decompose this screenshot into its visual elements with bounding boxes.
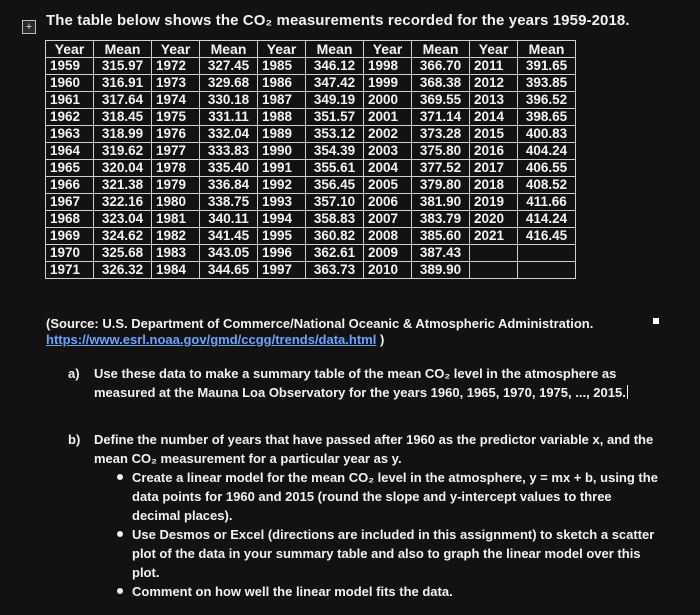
cell-mean: 389.90 [412, 262, 470, 279]
cell-mean [518, 262, 576, 279]
cell-mean: 325.68 [94, 245, 152, 262]
cell-mean: 369.55 [412, 92, 470, 109]
cell-year: 2019 [470, 194, 518, 211]
cell-year [470, 245, 518, 262]
cell-year: 1997 [258, 262, 306, 279]
cell-mean: 317.64 [94, 92, 152, 109]
cell-year: 1977 [152, 143, 200, 160]
cell-year: 1983 [152, 245, 200, 262]
cell-mean: 377.52 [412, 160, 470, 177]
cell-mean: 318.99 [94, 126, 152, 143]
cell-year: 1991 [258, 160, 306, 177]
source-url-suffix: ) [376, 332, 385, 347]
cell-mean: 373.28 [412, 126, 470, 143]
table-row [46, 75, 576, 92]
cell-mean: 340.11 [200, 211, 258, 228]
cell-year: 2012 [470, 75, 518, 92]
cell-mean: 329.68 [200, 75, 258, 92]
cell-year: 2021 [470, 228, 518, 245]
cell-mean: 363.73 [306, 262, 364, 279]
cell-year: 1961 [46, 92, 94, 109]
cell-mean: 393.85 [518, 75, 576, 92]
cell-mean: 381.90 [412, 194, 470, 211]
header-mean: Mean [94, 41, 152, 58]
cell-mean: 353.12 [306, 126, 364, 143]
header-mean: Mean [200, 41, 258, 58]
cell-mean: 360.82 [306, 228, 364, 245]
cell-year: 1964 [46, 143, 94, 160]
cell-mean: 341.45 [200, 228, 258, 245]
cell-year: 1967 [46, 194, 94, 211]
cell-mean: 318.45 [94, 109, 152, 126]
cell-year: 1990 [258, 143, 306, 160]
cell-mean: 358.83 [306, 211, 364, 228]
cell-mean: 391.65 [518, 58, 576, 75]
table-row [46, 211, 576, 228]
cell-mean: 414.24 [518, 211, 576, 228]
cell-year: 2020 [470, 211, 518, 228]
header-year: Year [152, 41, 200, 58]
cell-mean: 330.18 [200, 92, 258, 109]
cell-year: 1976 [152, 126, 200, 143]
cell-year: 1999 [364, 75, 412, 92]
cell-mean: 332.04 [200, 126, 258, 143]
table-row [46, 109, 576, 126]
table-row [46, 194, 576, 211]
table-move-handle-icon[interactable]: + [22, 20, 36, 34]
cell-mean: 324.62 [94, 228, 152, 245]
bullet-item: Use Desmos or Excel (directions are included in this assignment) to sketch a scatter plot of the data in your summary table and also to graph the linear model over this plot. [114, 525, 658, 582]
cell-year: 1979 [152, 177, 200, 194]
header-year: Year [258, 41, 306, 58]
cell-mean: 316.91 [94, 75, 152, 92]
cell-mean: 321.38 [94, 177, 152, 194]
cell-year: 1982 [152, 228, 200, 245]
question-a-label: a) [68, 366, 80, 381]
cell-year: 2000 [364, 92, 412, 109]
source-url-line [46, 332, 384, 347]
cell-mean: 385.60 [412, 228, 470, 245]
cell-year: 2013 [470, 92, 518, 109]
cell-year: 1992 [258, 177, 306, 194]
cell-year: 1989 [258, 126, 306, 143]
header-year: Year [364, 41, 412, 58]
table-row [46, 177, 576, 194]
cell-year: 2017 [470, 160, 518, 177]
bullet-item: Comment on how well the linear model fits the data. [114, 582, 658, 601]
cell-mean: 416.45 [518, 228, 576, 245]
cell-mean: 333.83 [200, 143, 258, 160]
cell-mean: 346.12 [306, 58, 364, 75]
header-year: Year [46, 41, 94, 58]
question-a-text: Use these data to make a summary table of the mean CO₂ level in the atmosphere as measured at the Mauna Loa Observatory for the years 1960, 1965, 1970, 1975, ..., 2015. [94, 366, 626, 400]
cell-year: 1971 [46, 262, 94, 279]
question-b-text: Define the number of years that have passed after 1960 as the predictor variable x, and the mean CO₂ measurement for a particular year as y. [94, 432, 654, 466]
cell-year: 1984 [152, 262, 200, 279]
cell-year: 1968 [46, 211, 94, 228]
table-row [46, 92, 576, 109]
cell-mean: 322.16 [94, 194, 152, 211]
cell-year: 1969 [46, 228, 94, 245]
cell-year: 1994 [258, 211, 306, 228]
cell-year: 2016 [470, 143, 518, 160]
cell-mean: 326.32 [94, 262, 152, 279]
cell-year: 1965 [46, 160, 94, 177]
cell-year: 1988 [258, 109, 306, 126]
cell-year: 1975 [152, 109, 200, 126]
cell-mean: 404.24 [518, 143, 576, 160]
cell-mean: 351.57 [306, 109, 364, 126]
cell-year: 2018 [470, 177, 518, 194]
cell-year: 1972 [152, 58, 200, 75]
cell-mean: 319.62 [94, 143, 152, 160]
source-link[interactable]: https://www.esrl.noaa.gov/gmd/ccgg/trends/data.html [46, 332, 377, 347]
text-cursor [627, 385, 628, 399]
cell-mean: 411.66 [518, 194, 576, 211]
cell-year: 2009 [364, 245, 412, 262]
table-row [46, 245, 576, 262]
question-a [68, 364, 668, 402]
cell-year: 2001 [364, 109, 412, 126]
table-row [46, 58, 576, 75]
cell-year: 1959 [46, 58, 94, 75]
cell-mean: 343.05 [200, 245, 258, 262]
bullet-item: Create a linear model for the mean CO₂ level in the atmosphere, y = mx + b, using the data points for 1960 and 2015 (round the slope and y-intercept values to three decimal places). [114, 468, 658, 525]
cell-mean: 362.61 [306, 245, 364, 262]
cell-mean: 335.40 [200, 160, 258, 177]
cell-mean: 368.38 [412, 75, 470, 92]
cell-mean: 357.10 [306, 194, 364, 211]
cell-year: 2010 [364, 262, 412, 279]
cell-mean: 331.11 [200, 109, 258, 126]
cell-mean: 383.79 [412, 211, 470, 228]
header-mean: Mean [412, 41, 470, 58]
cell-mean: 347.42 [306, 75, 364, 92]
cell-year: 1960 [46, 75, 94, 92]
cell-mean: 396.52 [518, 92, 576, 109]
cell-mean: 336.84 [200, 177, 258, 194]
cell-year: 1985 [258, 58, 306, 75]
cell-year: 1980 [152, 194, 200, 211]
cell-mean: 406.55 [518, 160, 576, 177]
cell-mean: 408.52 [518, 177, 576, 194]
table-row [46, 143, 576, 160]
cell-year: 1993 [258, 194, 306, 211]
cell-year: 1981 [152, 211, 200, 228]
page-heading: The table below shows the CO₂ measurements recorded for the years 1959-2018. [46, 12, 630, 29]
co2-data-table [45, 40, 576, 279]
cell-mean: 315.97 [94, 58, 152, 75]
table-row [46, 262, 576, 279]
cell-year: 1963 [46, 126, 94, 143]
cell-mean: 387.43 [412, 245, 470, 262]
cell-year: 1987 [258, 92, 306, 109]
table-row [46, 126, 576, 143]
table-header-row [46, 41, 576, 58]
cell-mean: 327.45 [200, 58, 258, 75]
cell-year: 1973 [152, 75, 200, 92]
cell-year: 2004 [364, 160, 412, 177]
header-year: Year [470, 41, 518, 58]
question-b-label: b) [68, 432, 81, 447]
question-b [68, 430, 658, 601]
cell-year: 1995 [258, 228, 306, 245]
cell-mean: 371.14 [412, 109, 470, 126]
cell-year: 2003 [364, 143, 412, 160]
cell-year: 2002 [364, 126, 412, 143]
header-mean: Mean [306, 41, 364, 58]
source-citation: (Source: U.S. Department of Commerce/National Oceanic & Atmospheric Administration. [46, 316, 594, 331]
cell-mean: 356.45 [306, 177, 364, 194]
cell-year: 2005 [364, 177, 412, 194]
cell-year: 2007 [364, 211, 412, 228]
cell-mean: 320.04 [94, 160, 152, 177]
cell-year: 1962 [46, 109, 94, 126]
cell-year: 2015 [470, 126, 518, 143]
cell-year: 1986 [258, 75, 306, 92]
cell-mean: 400.83 [518, 126, 576, 143]
cell-year [470, 262, 518, 279]
cell-mean: 349.19 [306, 92, 364, 109]
cell-year: 1978 [152, 160, 200, 177]
table-row [46, 228, 576, 245]
cell-year: 2008 [364, 228, 412, 245]
cell-mean: 354.39 [306, 143, 364, 160]
cell-mean: 344.65 [200, 262, 258, 279]
table-row [46, 160, 576, 177]
cell-year: 2014 [470, 109, 518, 126]
cell-year: 2011 [470, 58, 518, 75]
cell-mean: 379.80 [412, 177, 470, 194]
cell-mean [518, 245, 576, 262]
selection-marker [653, 318, 659, 324]
cell-mean: 323.04 [94, 211, 152, 228]
cell-mean: 355.61 [306, 160, 364, 177]
cell-year: 1966 [46, 177, 94, 194]
cell-year: 2006 [364, 194, 412, 211]
cell-year: 1974 [152, 92, 200, 109]
cell-mean: 375.80 [412, 143, 470, 160]
question-b-bullets [114, 468, 658, 601]
cell-mean: 366.70 [412, 58, 470, 75]
cell-mean: 398.65 [518, 109, 576, 126]
header-mean: Mean [518, 41, 576, 58]
cell-year: 1996 [258, 245, 306, 262]
cell-mean: 338.75 [200, 194, 258, 211]
cell-year: 1970 [46, 245, 94, 262]
cell-year: 1998 [364, 58, 412, 75]
